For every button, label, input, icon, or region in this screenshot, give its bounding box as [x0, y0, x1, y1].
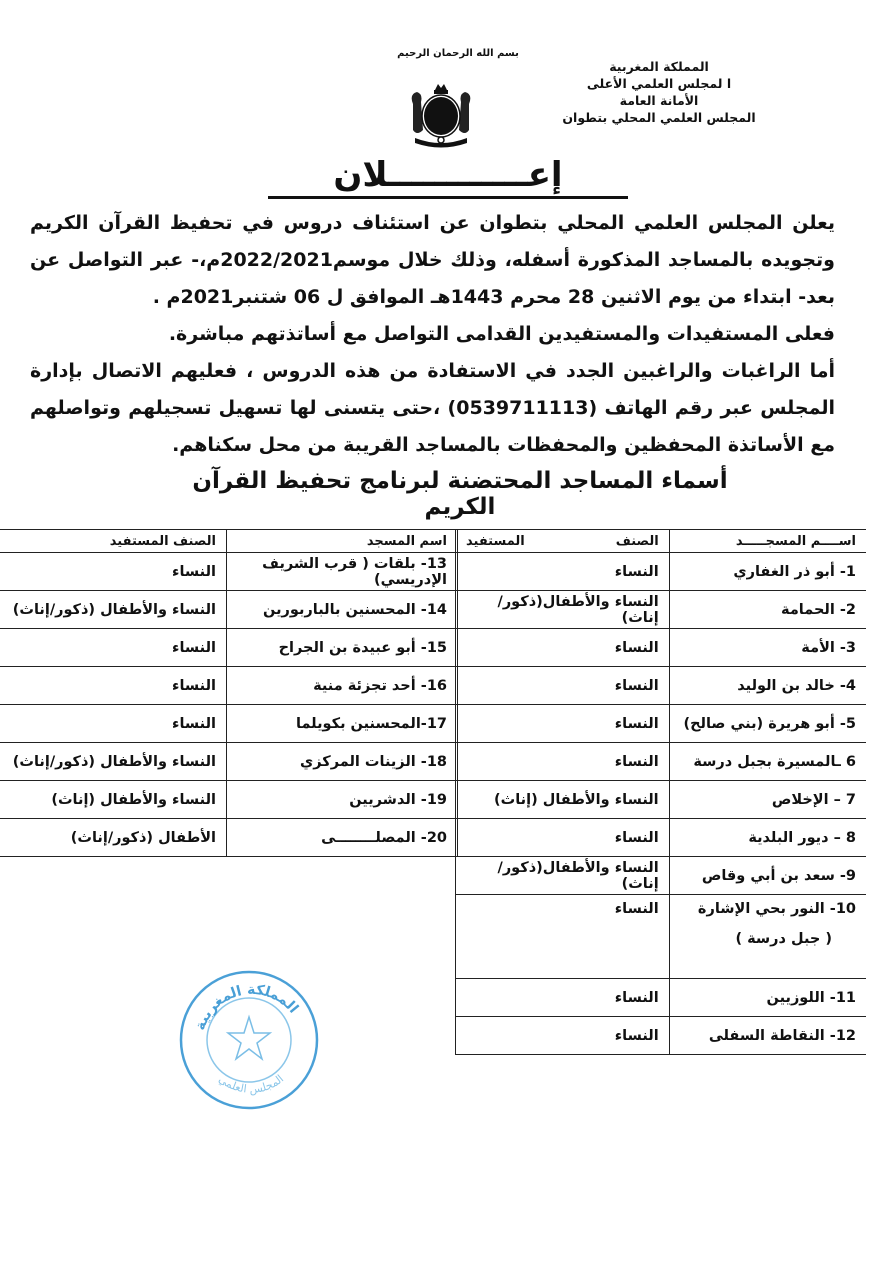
mosque-name: 7 – الإخلاص — [669, 781, 866, 819]
mosque-name — [669, 895, 866, 979]
mosque-name: 3- الأمة — [669, 629, 866, 667]
table-row — [0, 705, 458, 743]
mosques-table-right — [455, 529, 866, 1055]
mosque-name: 11- اللوزيين — [669, 979, 866, 1017]
beneficiary-category: النساء — [0, 705, 227, 743]
header-beneficiary-category — [456, 530, 670, 553]
beneficiary-category: النساء — [456, 1017, 670, 1055]
table-header-row — [0, 530, 458, 553]
title-underline — [268, 196, 628, 199]
stamp-text-bottom: المجلس العلمي — [216, 1072, 287, 1097]
mosque-name: 6 ـالمسيرة بجبل درسة — [669, 743, 866, 781]
beneficiary-category: النساء والأطفال(ذكور/إناث) — [456, 857, 670, 895]
mosque-name: 13- بلقات ( قرب الشريف الإدريسي) — [227, 553, 458, 591]
coat-of-arms-icon — [405, 80, 477, 152]
mosque-name: 1- أبو ذر الغفاري — [669, 553, 866, 591]
table-row — [456, 895, 867, 979]
mosque-name: 2- الحمامة — [669, 591, 866, 629]
organization-header — [529, 58, 789, 126]
header-mosque-name: اسم المسجد — [227, 530, 458, 553]
table-row — [0, 667, 458, 705]
table-row — [456, 743, 867, 781]
beneficiary-category: النساء — [0, 629, 227, 667]
body-paragraph-2: فعلى المستفيدات والمستفيدين القدامى التواصل مع أساتذتهم مباشرة. — [168, 323, 835, 345]
mosque-name: 18- الزينات المركزي — [227, 743, 458, 781]
mosque-name: 9- سعد بن أبي وقاص — [669, 857, 866, 895]
table-row — [0, 553, 458, 591]
table-row — [0, 781, 458, 819]
mosque-name: 4- خالد بن الوليد — [669, 667, 866, 705]
mosques-table-title: أسماء المساجد المحتضنة لبرنامج تحفيظ القرآن الكريم — [192, 468, 728, 520]
beneficiary-category: النساء — [0, 667, 227, 705]
mosque-name: 14- المحسنين بالباربورين — [227, 591, 458, 629]
beneficiary-category: النساء — [0, 553, 227, 591]
beneficiary-category: النساء والأطفال (ذكور/إناث) — [0, 591, 227, 629]
beneficiary-category: النساء — [456, 667, 670, 705]
table-row — [456, 553, 867, 591]
org-line-secretariat: الأمانة العامة — [619, 93, 699, 108]
mosque-name-line2: ( جبل درسة ) — [735, 931, 832, 947]
table-row — [456, 1017, 867, 1055]
header-mosque-name: اســــم المسجـــــد — [669, 530, 866, 553]
body-paragraph-1: يعلن المجلس العلمي المحلي بتطوان عن استئناف دروس في تحفيظ القرآن الكريم وتجويده بالمساجد المذكورة أسفله، وذلك خلال موسم2022/2021م،- عبر التواصل عن بعد- ابتداء من يوم الاثنين 28 محرم 1443هـ الموافق ل 06 شتنبر2021م . — [30, 212, 835, 308]
header-beneficiary-word: المستفيد — [466, 533, 525, 549]
mosque-name: 17-المحسنين بكويلما — [227, 705, 458, 743]
body-paragraph-3: أما الراغبات والراغبين الجدد في الاستفادة من هذه الدروس ، فعليهم الاتصال بإدارة المجلس عبر رقم الهاتف (0539711113) ،حتى يتسنى لها تسهيل تسجيلهم وتواصلهم مع الأساتذة المحفظين والمحفظات بالمساجد القريبة من محل سكناهم. — [30, 360, 835, 456]
header-beneficiary-category: الصنف المستفيد — [0, 530, 227, 553]
table-row — [456, 979, 867, 1017]
table-row — [456, 629, 867, 667]
table-header-row — [456, 530, 867, 553]
mosque-name: 12- النقاطة السفلى — [669, 1017, 866, 1055]
beneficiary-category: النساء — [456, 553, 670, 591]
announcement-title: إعــــــــــــلان — [333, 155, 563, 195]
official-stamp — [174, 965, 324, 1115]
beneficiary-category: النساء — [456, 819, 670, 857]
mosque-name: 5- أبو هريرة (بني صالح) — [669, 705, 866, 743]
beneficiary-category: النساء — [456, 979, 670, 1017]
org-line-local-council: المجلس العلمي المحلي بتطوان — [562, 110, 756, 125]
svg-text:المجلس العلمي — [216, 1072, 286, 1096]
star-icon — [228, 1017, 270, 1059]
org-line-supreme-council: ا لمجلس العلمي الأعلى — [586, 76, 732, 91]
table-row — [456, 705, 867, 743]
mosques-table-left — [0, 529, 458, 857]
beneficiary-category: النساء والأطفال(ذكور/إناث) — [456, 591, 670, 629]
beneficiary-category: النساء — [456, 629, 670, 667]
mosque-name: 8 – ديور البلدية — [669, 819, 866, 857]
basmala: بسم الله الرحمان الرحيم — [397, 48, 519, 59]
beneficiary-category: النساء — [456, 705, 670, 743]
table-row — [456, 819, 867, 857]
announcement-body — [30, 205, 860, 464]
table-row — [456, 591, 867, 629]
table-row — [0, 819, 458, 857]
beneficiary-category: النساء — [456, 895, 670, 979]
table-row — [456, 781, 867, 819]
mosque-name: 20- المصلــــــــى — [227, 819, 458, 857]
beneficiary-category: النساء والأطفال (ذكور/إناث) — [0, 743, 227, 781]
mosque-name: 19- الدشريين — [227, 781, 458, 819]
beneficiary-category: الأطفال (ذكور/إناث) — [0, 819, 227, 857]
stamp-text-top: المملكة المغربية — [192, 981, 302, 1033]
table-row — [0, 629, 458, 667]
beneficiary-category: النساء والأطفال (إناث) — [0, 781, 227, 819]
beneficiary-category: النساء — [456, 743, 670, 781]
mosque-name-line1: 10- النور بحي الإشارة — [697, 901, 856, 917]
header-category-word: الصنف — [615, 533, 659, 549]
beneficiary-category: النساء والأطفال (إناث) — [456, 781, 670, 819]
table-row — [0, 743, 458, 781]
mosque-name: 15- أبو عبيدة بن الجراح — [227, 629, 458, 667]
mosque-name: 16- أحد تجزئة منية — [227, 667, 458, 705]
org-line-kingdom: المملكة المغربية — [609, 59, 709, 74]
table-row — [456, 857, 867, 895]
table-row — [456, 667, 867, 705]
table-row — [0, 591, 458, 629]
